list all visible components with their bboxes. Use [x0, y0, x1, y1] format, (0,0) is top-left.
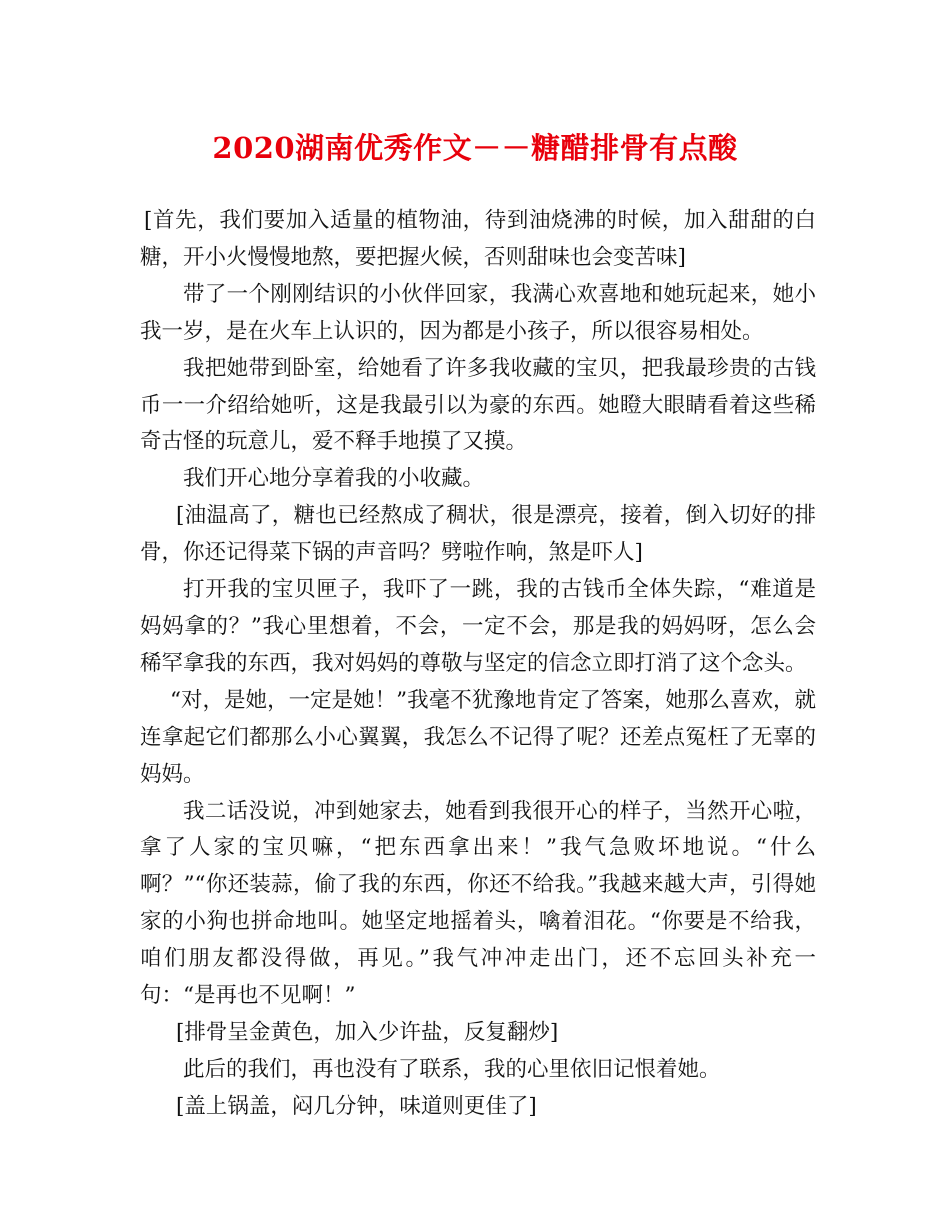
document-title: 2020湖南优秀作文－－糖醋排骨有点酸: [212, 131, 738, 165]
paragraph-6: 打开我的宝贝匣子，我吓了一跳，我的古钱币全体失踪，“难道是妈妈拿的？”我心里想着，不会，一定不会，那是我的妈妈呀，怎么会稀罕拿我的东西，我对妈妈的尊敬与坚定的信念立即打消了这个念头。: [140, 577, 816, 676]
paragraph-2: 带了一个刚刚结识的小伙伴回家，我满心欢喜地和她玩起来，她小我一岁，是在火车上认识的，因为都是小孩子，所以很容易相处。: [140, 281, 816, 344]
paragraph-7: “对，是她，一定是她！”我毫不犹豫地肯定了答案，她那么喜欢，就连拿起它们都那么小心翼翼，我怎么不记得了呢？还差点冤枉了无辜的妈妈。: [140, 687, 816, 787]
paragraph-5: [油温高了，糖也已经熬成了稠状，很是漂亮，接着，倒入切好的排骨，你还记得菜下锅的声音吗？劈啦作响，煞是吓人]: [140, 503, 816, 566]
paragraph-9: [排骨呈金黄色，加入少许盐，反复翻炒]: [176, 1019, 559, 1045]
document-body: [140, 203, 816, 1126]
paragraph-1: [首先，我们要加入适量的植物油，待到油烧沸的时候，加入甜甜的白糖，开小火慢慢地熬，要把握火候，否则甜味也会变苦味]: [140, 208, 816, 270]
paragraph-11: [盖上锅盖，闷几分钟，味道则更佳了]: [176, 1093, 537, 1119]
paragraph-10: 此后的我们，再也没有了联系，我的心里依旧记恨着她。: [183, 1056, 721, 1082]
paragraph-3: 我把她带到卧室，给她看了许多我收藏的宝贝，把我最珍贵的古钱币一一介绍给她听，这是我最引以为豪的东西。她瞪大眼睛看着这些稀奇古怪的玩意儿，爱不释手地摸了又摸。: [140, 355, 816, 455]
paragraph-4: 我们开心地分享着我的小收藏。: [183, 466, 485, 492]
paragraph-8: 我二话没说，冲到她家去，她看到我很开心的样子，当然开心啦，拿了人家的宝贝嘛，“把东西拿出来！”我气急败坏地说。“什么啊？”“你还装蒜，偷了我的东西，你还不给我。”我越来越大声，引得她家的小狗也拼命地叫。她坚定地摇着头，噙着泪花。“你要是不给我，咱们朋友都没得做，再见。”我气冲冲走出门，还不忘回头补充一句：“是再也不见啊！”: [140, 798, 816, 1009]
